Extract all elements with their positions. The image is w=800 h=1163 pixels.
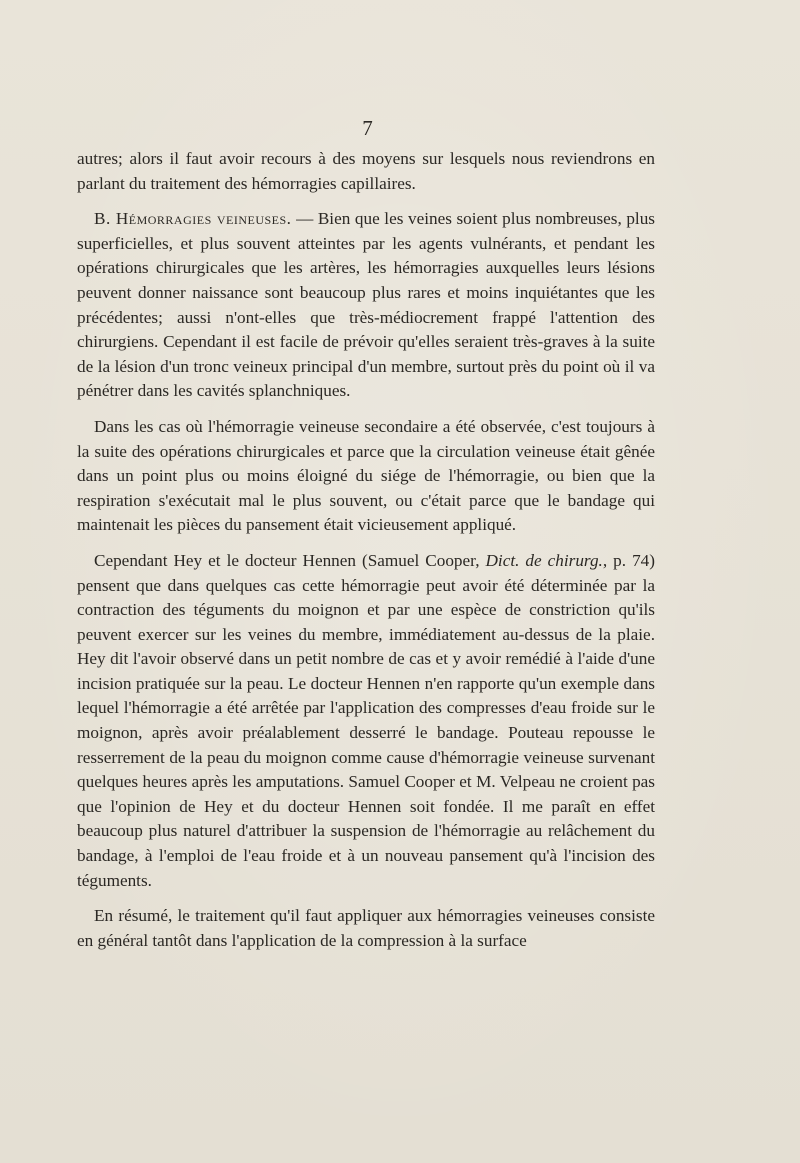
paragraph-continuation <box>77 147 655 196</box>
citation-title: Dict. de chirurg. <box>485 550 603 570</box>
page-number: 7 <box>362 116 374 140</box>
paragraph-summary <box>77 904 655 953</box>
paragraph-venous-hemorrhages <box>77 207 655 404</box>
paragraph-secondary-hemorrhage <box>77 415 655 538</box>
paragraph-text-before: Cependant Hey et le docteur Hennen (Samuel Cooper, <box>94 550 486 570</box>
paragraph-text-after: , p. 74) pensent que dans quelques cas cette hémorragie peut avoir été déterminée par la contraction des téguments du moignon et par une espèce de constriction qu'ils peuvent exercer sur les veines du membre, immédiatement au-dessus de la plaie. Hey dit l'avoir observé dans un petit nombre de cas et y avoir remédié à l'aide d'une incision pratiquée sur la peau. Le docteur Hennen n'en rapporte qu'un exemple dans lequel l'hémorragie a été arrêtée par l'application des compresses d'eau froide sur le moignon, après avoir préalablement desserré le bandage. Pouteau repousse le resserrement de la peau du moignon comme cause d'hémorragie veineuse survenant quelques heures après les amputations. Samuel Cooper et M. Velpeau ne croient pas que l'opinion de Hey et du docteur Hennen soit fondée. Il me paraît en effet beaucoup plus naturel d'attribuer la suspension de l'hémorragie au relâchement du bandage, à l'emploi de l'eau froide et à un nouveau pansement qu'à l'incision des téguments. <box>77 550 655 890</box>
paragraph-text: Dans les cas où l'hémorragie veineuse secondaire a été observée, c'est toujours à la suite des opérations chirurgicales et parce que la circulation veineuse était gênée dans un point plus ou moins éloigné du siége de l'hémorragie, ou bien que la respiration s'exécutait mal le plus souvent, ou c'était parce que le bandage qui maintenait les pièces du pansement était vicieusement appliqué. <box>77 416 655 535</box>
section-heading: B. Hémorragies veineuses. <box>94 209 292 229</box>
paragraph-text: autres; alors il faut avoir recours à des moyens sur lesquels nous reviendrons en parlant du traitement des hémorragies capillaires. <box>77 149 655 193</box>
body-text <box>77 147 655 964</box>
paragraph-text: — Bien que les veines soient plus nombreuses, plus superficielles, et plus souvent atteintes par les agents vulnérants, et pendant les opérations chirurgicales que les artères, les hémorragies auxquelles leurs lésions peuvent donner naissance sont beaucoup plus rares et moins inquiétantes que les précédentes; aussi n'ont-elles que très-médiocrement frappé l'attention des chirurgiens. Cependant il est facile de prévoir qu'elles seraient très-graves à la suite de la lésion d'un tronc veineux principal d'un membre, surtout près du point où il va pénétrer dans les cavités splanchniques. <box>77 209 655 401</box>
paragraph-text: En résumé, le traitement qu'il faut appliquer aux hémorragies veineuses consiste en général tantôt dans l'application de la compression à la surface <box>77 906 655 950</box>
paragraph-hey-hennen <box>77 549 655 893</box>
